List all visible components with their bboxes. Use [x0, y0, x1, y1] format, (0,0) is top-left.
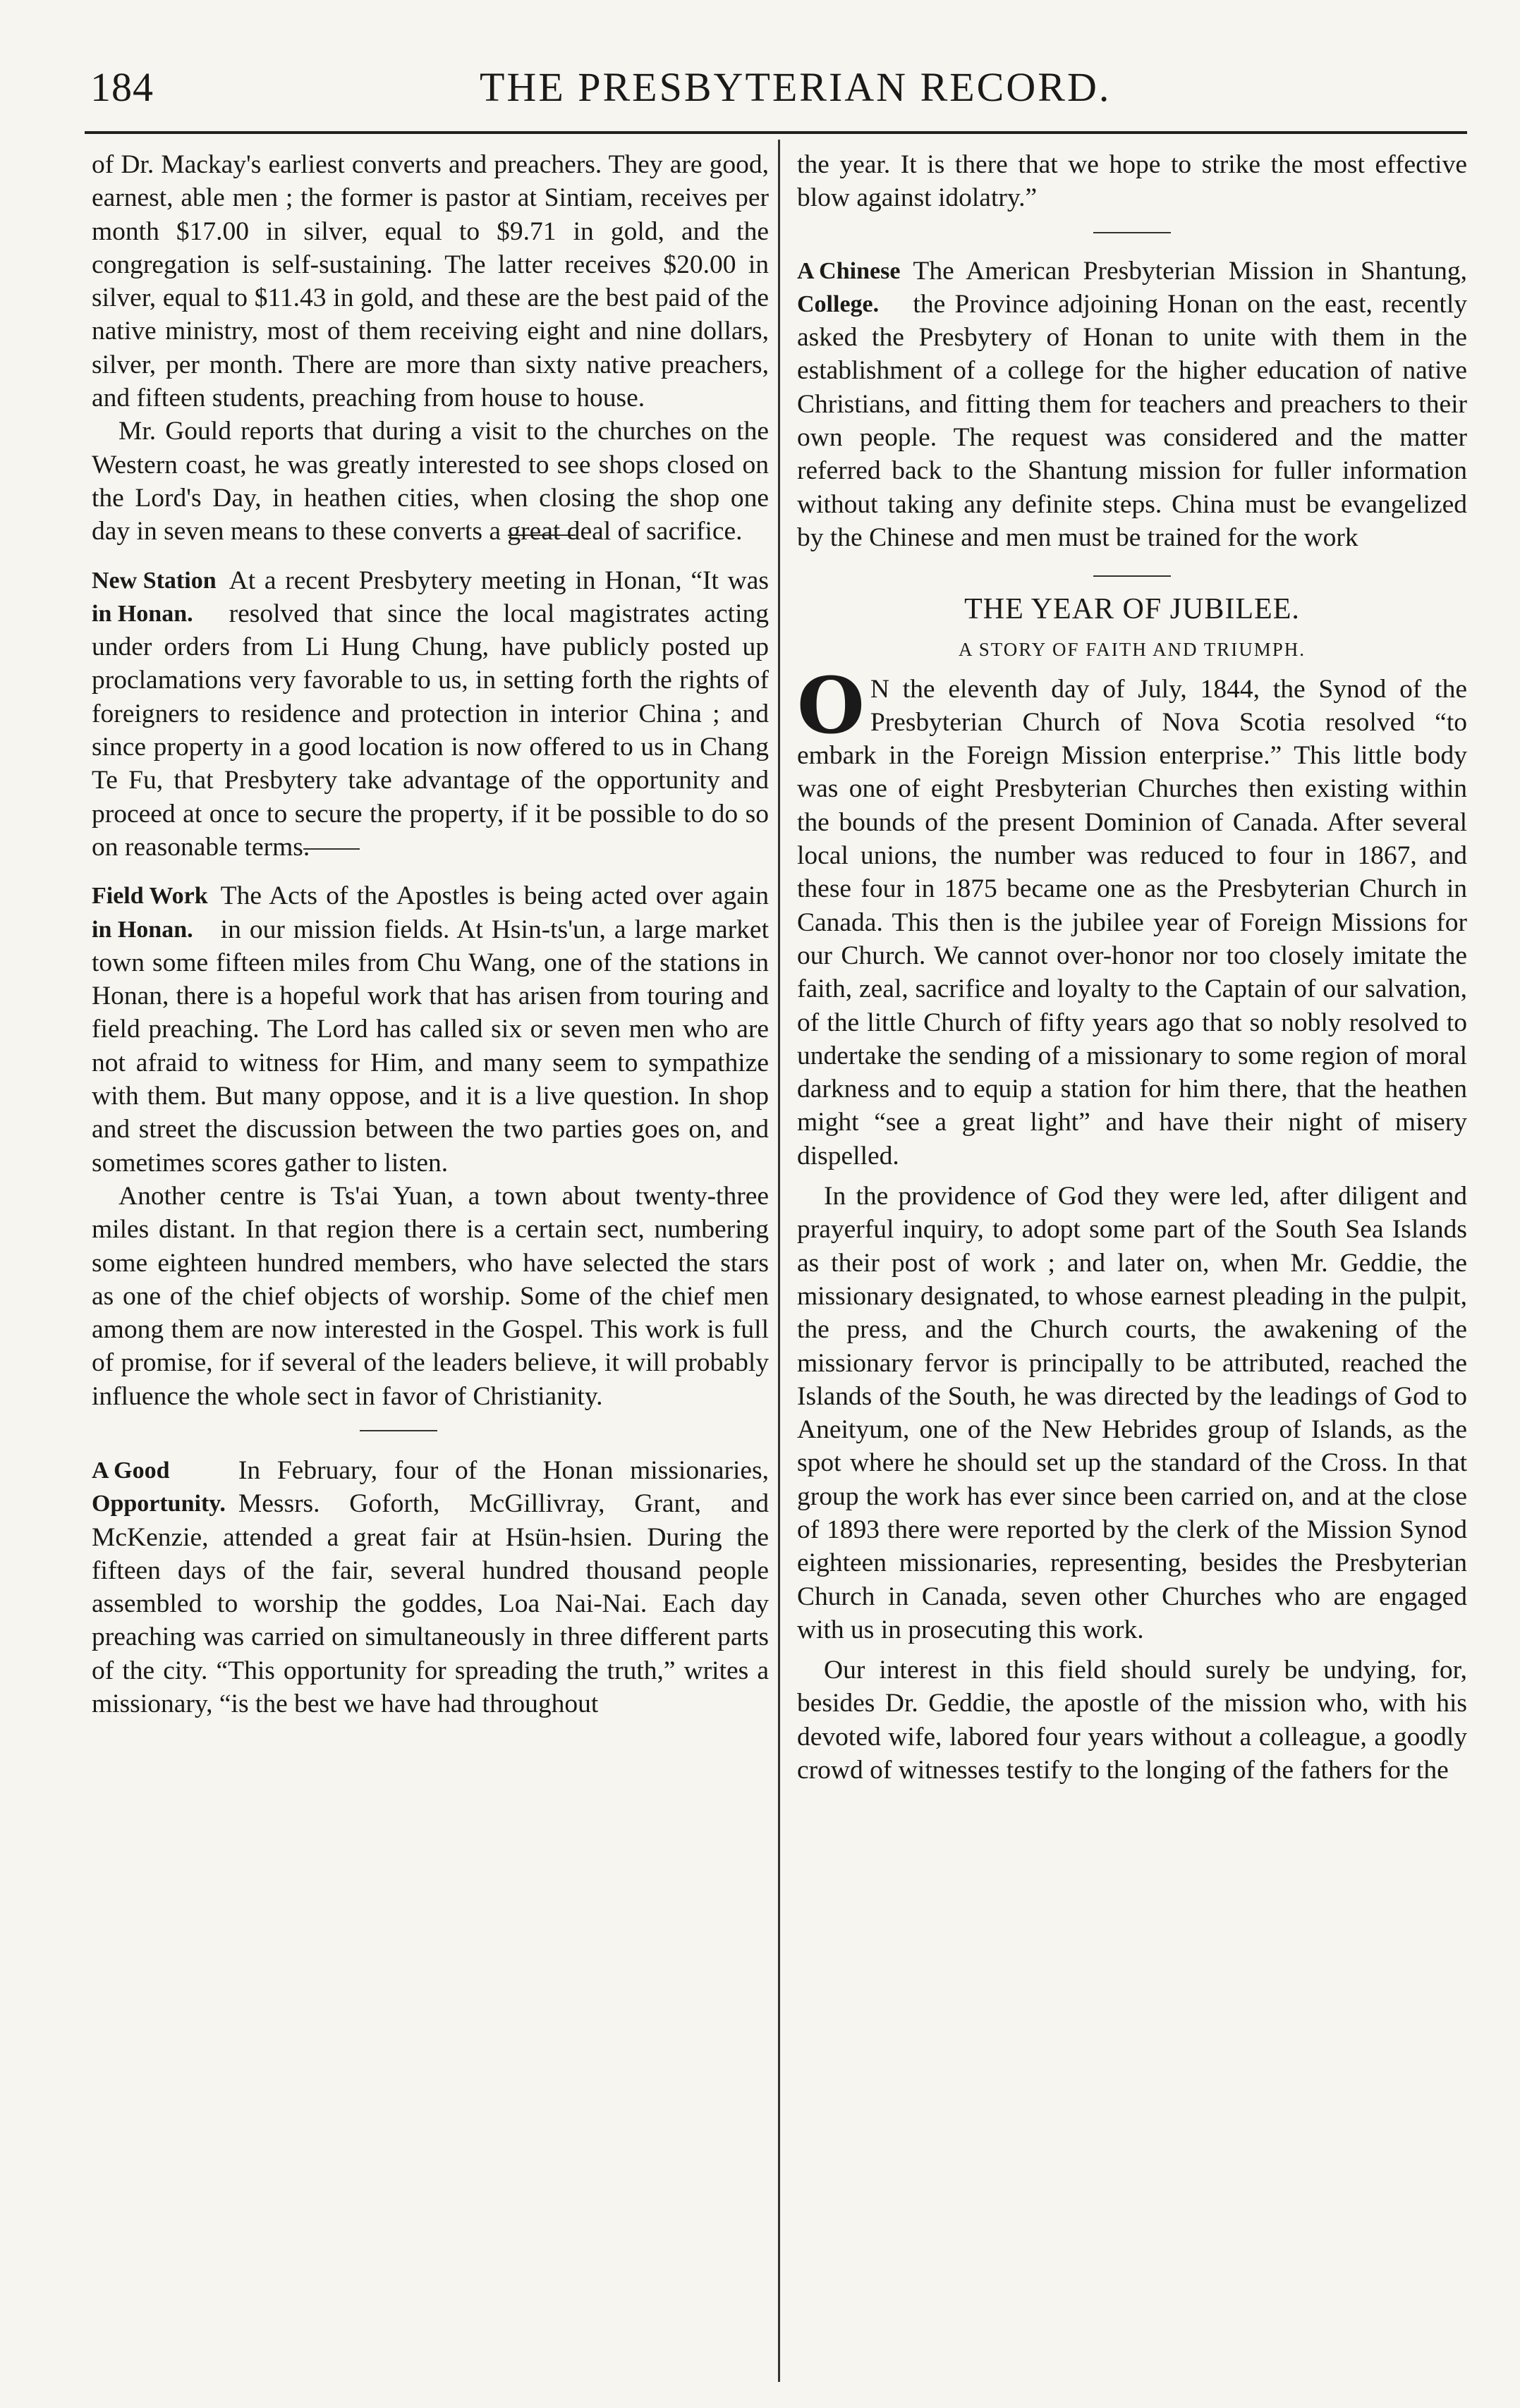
side-heading-line: College.: [797, 291, 880, 317]
paragraph: The Acts of the Apostles is being acted over again in our mission fields. At Hsin-ts'un, a large market town some fifteen miles from Chu Wang, one of the stations in Honan, there is a hopeful work that has arisen from touring and field preaching. The Lord has called six or seven men who are not afraid to witness for Him, and many seem to sympathize with them. But many oppose, and it is a live question. In shop and street the discussion between the two parties goes on, and sometimes scores gather to listen.: [92, 881, 769, 1178]
paragraph: of Dr. Mackay's earliest converts and preachers. They are good, earnest, able men ; the former is pastor at Sintiam, receives per month $17.00 in silver, equal to $9.71 in gold, and the congregation is self-sustaining. The latter receives $20.00 in silver, equal to $11.43 in gold, and these are the best paid of the native ministry, most of them receiving eight and nine dollars, silver, per month. There are more than sixty native preachers, and fifteen students, preaching from house to house.: [92, 150, 769, 413]
paragraph: In the providence of God they were led, after diligent and prayerful inquiry, to adopt some part of the South Sea Islands as their post of work ; and later on, when Mr. Geddie, the missionary designated, to whose earnest pleading in the pulpit, the press, and the Church courts, the awakening of the missionary fervor is principally to be attributed, reached the Islands of the South, he was directed by the leadings of God to Aneityum, one of the New Hebrides group of Islands, as the spot where he should set up the standard of the Cross. In that group the work has ever since been carried on, and at the close of 1893 there were reported by the clerk of the Mission Synod eighteen missionaries, representing, besides the Presbyterian Church in Canada, seven other Churches who are engaged with us in prosecuting this work.: [797, 1182, 1467, 1644]
paragraph: In February, four of the Honan missionaries, Messrs. Goforth, McGillivray, Grant, and McKenzie, attended a great fair at Hsün-hsien. During the fifteen days of the fair, several hundred thousand people assembled to worship the goddes, Loa Nai-Nai. Each day preaching was carried on simultaneously in three different parts of the city. “This opportunity for spreading the truth,” writes a missionary, “is the best we have had throughout: [92, 1455, 769, 1719]
section-rule: [360, 1430, 437, 1431]
side-heading-line: in Honan.: [92, 916, 193, 943]
side-heading-line: A Good: [92, 1457, 170, 1484]
paragraph: Mr. Gould reports that during a visit to the churches on the Western coast, he was greatly interested to see shops closed on the Lord's Day, in heathen cities, when closing the shop one day in seven means to these converts a great deal of sacrifice.: [92, 417, 769, 546]
paragraph: N the eleventh day of July, 1844, the Synod of the Presbyterian Church of Nova Scotia resolved “to embark in the Foreign Mission enterprise.” This little body was one of eight Presbyterian Churches then existing within the bounds of the present Dominion of Canada. After several local unions, the number was reduced to four in 1867, and these four in 1875 became one as the Presbyterian Church in Canada. This then is the jubilee year of Foreign Missions for our Church. We cannot over-honor nor too closely imitate the faith, zeal, sacrifice and loyalty to the Captain of our salvation, of the little Church of fifty years ago that so nobly resolved to undertake the sending of a missionary to some region of moral darkness and to equip a station for him there, that the heathen might “see a great light” and have their night of misery dispelled.: [797, 674, 1467, 1171]
section-rule: [1093, 232, 1171, 233]
side-heading-line: New Station: [92, 567, 217, 594]
running-header: [85, 56, 1467, 113]
column-divider: [778, 140, 780, 2382]
paragraph: Our interest in this field should surely be undying, for, besides Dr. Geddie, the apostle of the mission who, with his devoted wife, labored four years without a colleague, a goodly crowd of witnesses testify to the longing of the fathers for the: [797, 1656, 1467, 1785]
header-rule: [85, 131, 1467, 134]
article-subtitle: A STORY OF FAITH AND TRIUMPH.: [958, 639, 1306, 661]
paragraph: At a recent Presbytery meeting in Honan, “It was resolved that since the local magistrates acting under orders from Li Hung Chung, have publicly posted up proclamations very favorable to us, in setting forth the rights of foreigners to residence and protection in interior China ; and since property in a good location is now offered to us in Chang Te Fu, that Presbytery take advantage of the opportunity and proceed at once to secure the property, if it be possible to do so on reasonable terms.: [92, 566, 769, 862]
section-new-station: [92, 564, 769, 864]
page-number: 184: [90, 64, 154, 110]
side-heading-line: A Chinese: [797, 257, 901, 284]
section-good-opportunity: [92, 1454, 769, 1721]
paragraph: Another centre is Ts'ai Yuan, a town about twenty-three miles distant. In that region there is a certain sect, numbering some eighteen hundred members, who have selected the stars as one of the chief objects of worship. Some of the chief men among them are now interested in the Gospel. This work is full of promise, for if several of the leaders believe, it will probably influence the whole sect in favor of Christianity.: [92, 1181, 769, 1411]
drop-cap: O: [797, 659, 865, 751]
side-heading-line: Opportunity.: [92, 1491, 226, 1517]
paragraph: the year. It is there that we hope to strike the most effective blow against idolatry.”: [797, 150, 1467, 213]
side-heading: [92, 1454, 238, 1521]
right-column: [797, 148, 1467, 1787]
side-heading: [797, 255, 913, 322]
side-heading-line: Field Work: [92, 883, 208, 910]
side-heading-line: in Honan.: [92, 600, 193, 627]
side-heading: [92, 564, 229, 631]
article-title: THE YEAR OF JUBILEE.: [964, 593, 1300, 626]
section-field-work: [92, 879, 769, 1180]
paragraph: The American Presbyterian Mission in Shantung, the Province adjoining Honan on the east, recently asked the Presbytery of Honan to unite with them in the establishment of a college for the higher education of native Christians, and fitting them for teachers and preachers to their own people. The request was considered and the matter referred back to the Shantung mission for fuller information without taking any definite steps. China must be evangelized by the Chinese and men must be trained for the work: [797, 256, 1467, 552]
section-chinese-college: [797, 255, 1467, 555]
journal-title: THE PRESBYTERIAN RECORD.: [480, 64, 1112, 110]
side-heading: [92, 879, 221, 946]
section-rule: [1093, 575, 1171, 577]
left-column: [92, 148, 769, 1721]
